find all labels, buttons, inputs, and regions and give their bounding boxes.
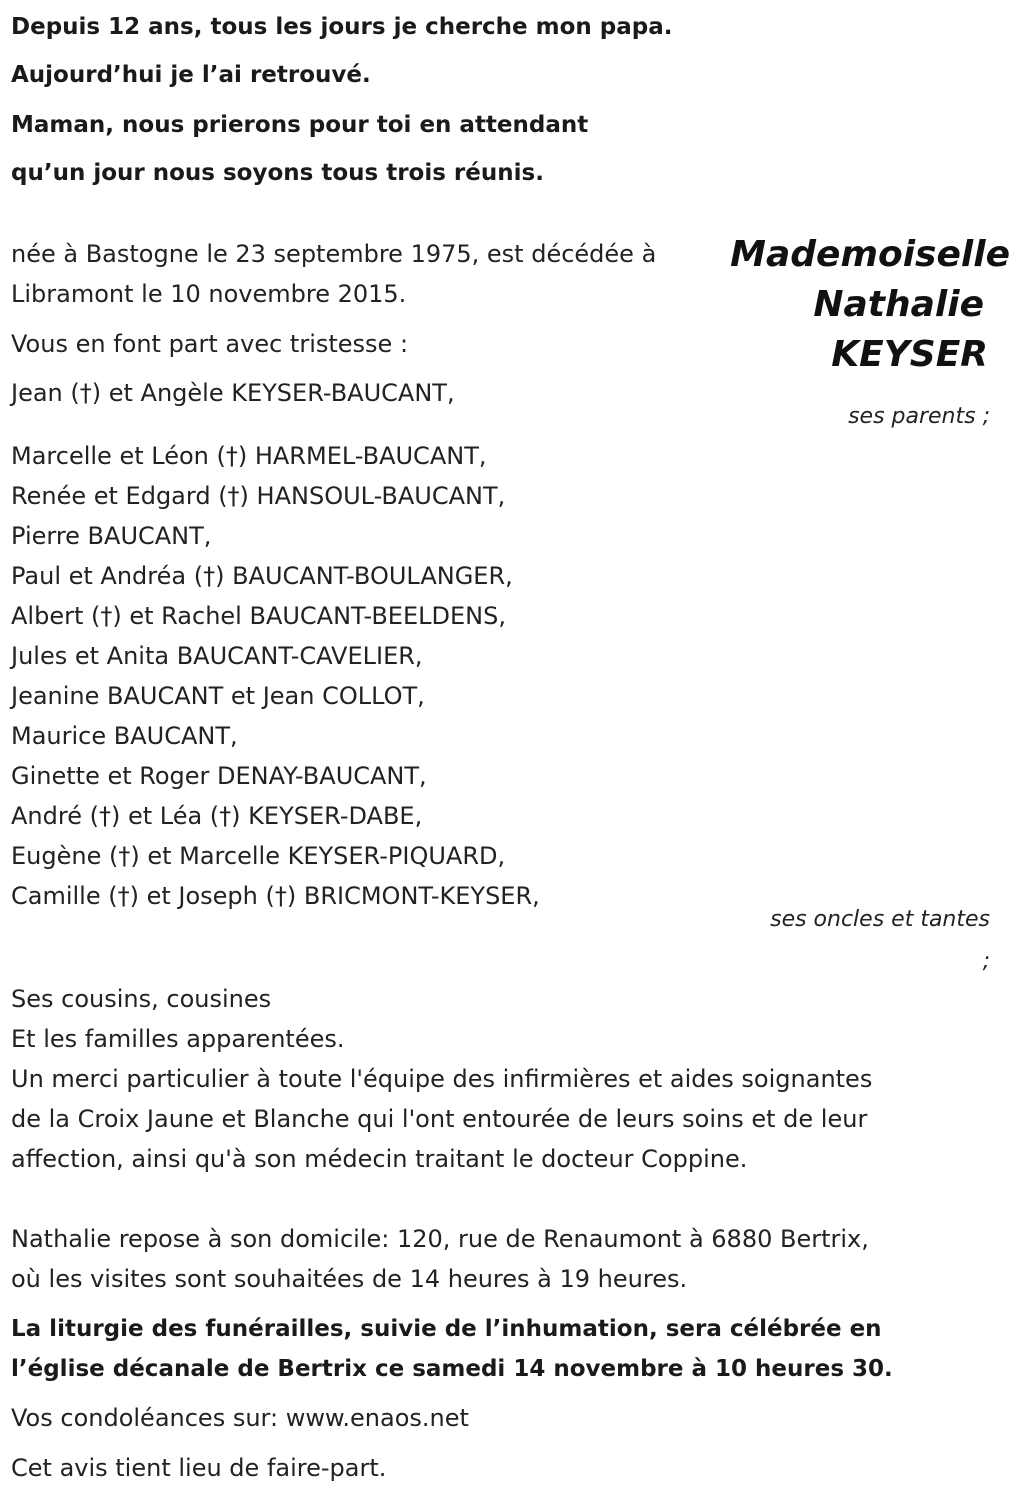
uncles-aunts-list xyxy=(11,436,540,916)
announcement-intro: Vous en font part avec tristesse : xyxy=(11,330,409,358)
birth-death-line-1: née à Bastogne le 23 septembre 1975, est décédée à xyxy=(11,240,657,268)
list-item: Renée et Edgard (†) HANSOUL-BAUCANT, xyxy=(11,482,506,510)
birth-death-line-2: Libramont le 10 novembre 2015. xyxy=(11,280,407,308)
deceased-first-name: Nathalie xyxy=(813,284,984,325)
list-item: Camille (†) et Joseph (†) BRICMONT-KEYSER, xyxy=(11,882,540,910)
deceased-last-name: KEYSER xyxy=(831,334,988,375)
condolences-line: Vos condoléances sur: www.enaos.net xyxy=(11,1404,469,1432)
funeral-line-1: La liturgie des funérailles, suivie de l’inhumation, sera célébrée en xyxy=(11,1316,882,1342)
parents-role: ses parents ; xyxy=(848,404,990,429)
visitation-line-2: où les visites sont souhaitées de 14 heures à 19 heures. xyxy=(11,1265,688,1293)
deceased-name xyxy=(720,230,1010,380)
intro-line-1: Depuis 12 ans, tous les jours je cherche mon papa. xyxy=(11,14,673,40)
intro-line-2: Aujourd’hui je l’ai retrouvé. xyxy=(11,62,371,88)
deceased-title: Mademoiselle xyxy=(730,234,1010,275)
list-item: Eugène (†) et Marcelle KEYSER-PIQUARD, xyxy=(11,842,506,870)
list-item: Jules et Anita BAUCANT-CAVELIER, xyxy=(11,642,423,670)
closing-line-1: Ses cousins, cousines xyxy=(11,985,272,1013)
closing-line-3: Un merci particulier à toute l'équipe des infirmières et aides soignantes xyxy=(11,1065,873,1093)
list-item: Jeanine BAUCANT et Jean COLLOT, xyxy=(11,682,425,710)
uncles-aunts-role: ses oncles et tantes xyxy=(770,907,990,932)
closing-line-2: Et les familles apparentées. xyxy=(11,1025,345,1053)
list-item: Ginette et Roger DENAY-BAUCANT, xyxy=(11,762,427,790)
list-item: Paul et Andréa (†) BAUCANT-BOULANGER, xyxy=(11,562,513,590)
uncles-aunts-role-end: ; xyxy=(982,949,990,974)
intro-line-4: qu’un jour nous soyons tous trois réunis. xyxy=(11,160,544,186)
visitation-line-1: Nathalie repose à son domicile: 120, rue de Renaumont à 6880 Bertrix, xyxy=(11,1225,869,1253)
list-item: Maurice BAUCANT, xyxy=(11,722,238,750)
closing-line-4: de la Croix Jaune et Blanche qui l'ont entourée de leurs soins et de leur xyxy=(11,1105,868,1133)
intro-line-3: Maman, nous prierons pour toi en attendant xyxy=(11,112,589,138)
parents-line: Jean (†) et Angèle KEYSER-BAUCANT, xyxy=(11,379,455,407)
funeral-line-2: l’église décanale de Bertrix ce samedi 14 novembre à 10 heures 30. xyxy=(11,1356,893,1382)
notice-line: Cet avis tient lieu de faire-part. xyxy=(11,1454,387,1482)
list-item: Marcelle et Léon (†) HARMEL-BAUCANT, xyxy=(11,442,487,470)
list-item: André (†) et Léa (†) KEYSER-DABE, xyxy=(11,802,423,830)
list-item: Pierre BAUCANT, xyxy=(11,522,212,550)
closing-line-5: affection, ainsi qu'à son médecin traitant le docteur Coppine. xyxy=(11,1145,748,1173)
list-item: Albert (†) et Rachel BAUCANT-BEELDENS, xyxy=(11,602,506,630)
